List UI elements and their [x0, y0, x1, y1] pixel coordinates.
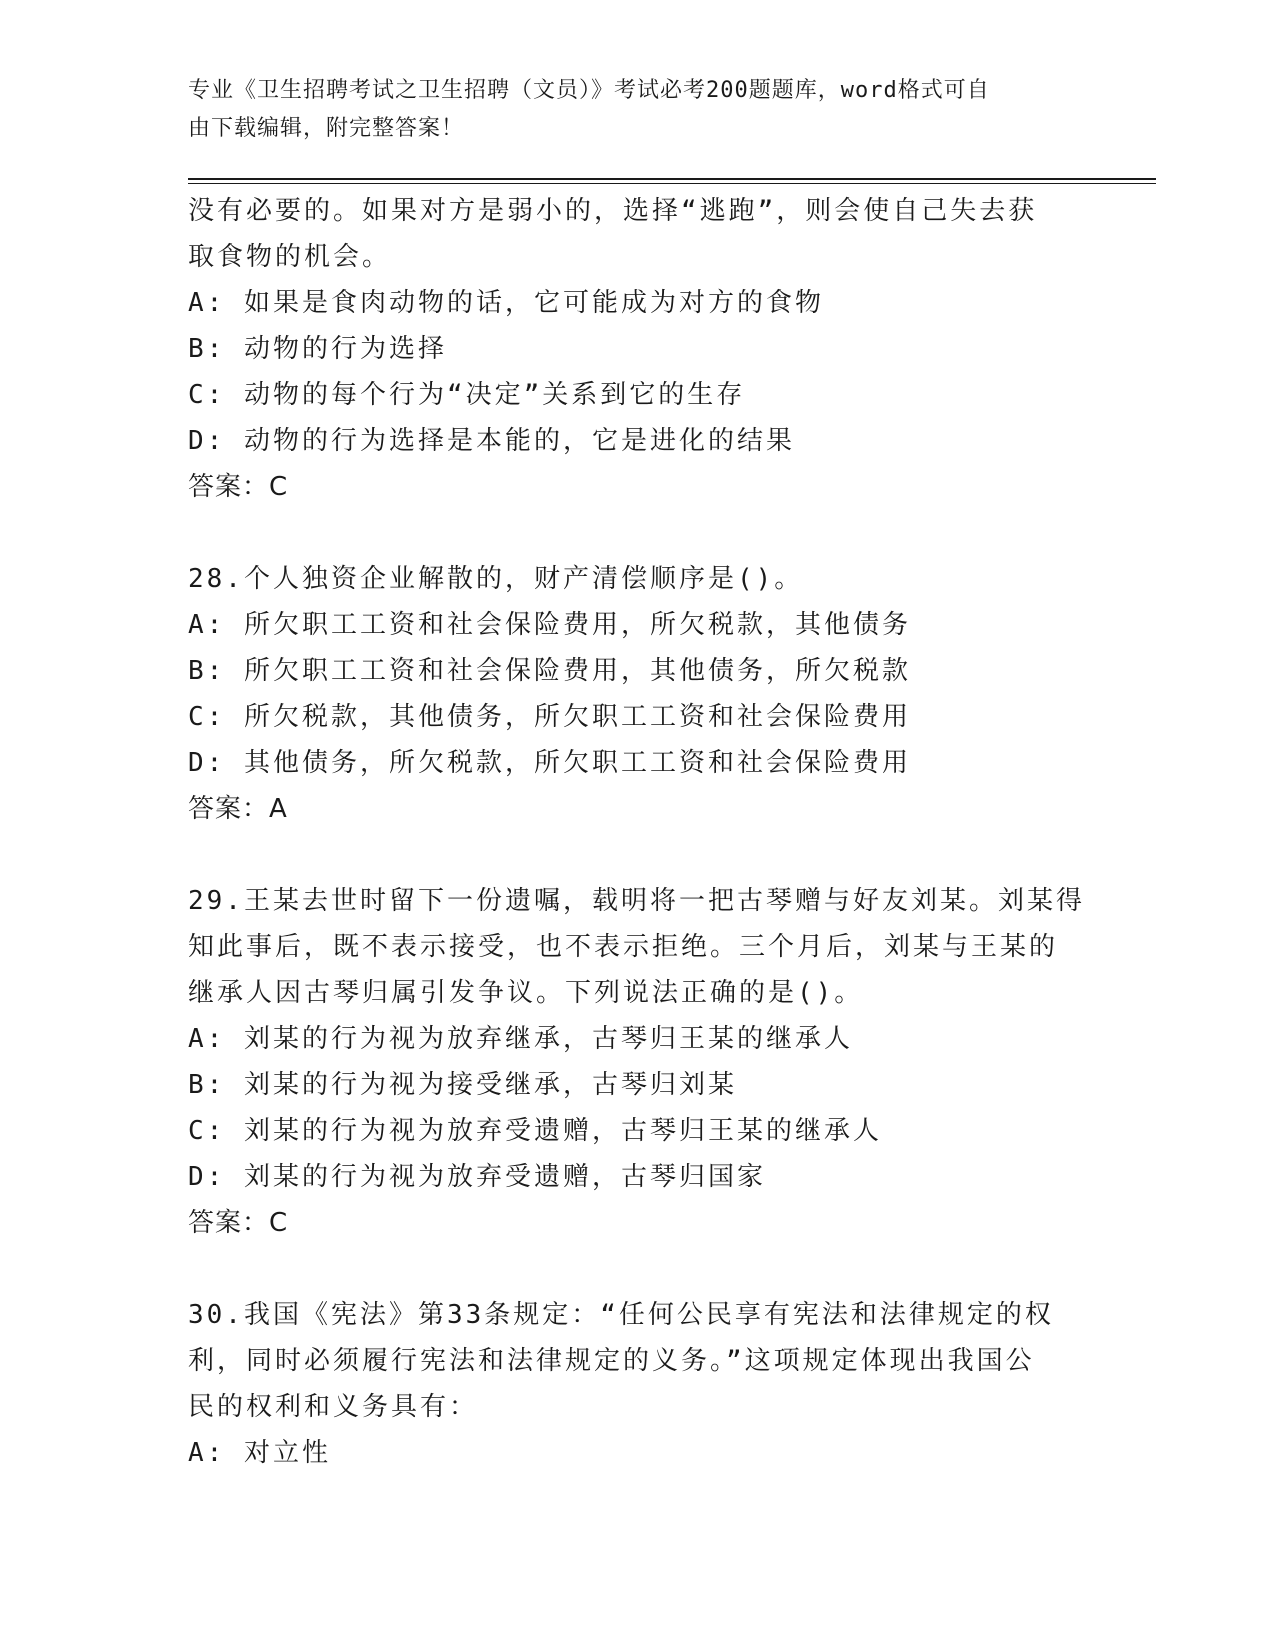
- header-line-2: 由下载编辑，附完整答案！: [188, 116, 465, 141]
- question-stem-line: 30.我国《宪法》第33条规定：“任何公民享有宪法和法律规定的权: [188, 1300, 1054, 1330]
- option-b: B: 刘某的行为视为接受继承，古琴归刘某: [188, 1070, 737, 1100]
- header-rule-thick: [188, 178, 1156, 180]
- answer-line: 答案：C: [188, 472, 289, 502]
- option-a: A: 如果是食肉动物的话，它可能成为对方的食物: [188, 288, 824, 318]
- option-c: C: 所欠税款，其他债务，所欠职工工资和社会保险费用: [188, 702, 911, 732]
- question-27: [188, 188, 1088, 510]
- document-body: [188, 188, 1088, 1476]
- option-a: A: 对立性: [188, 1438, 331, 1468]
- option-a: A: 刘某的行为视为放弃继承，古琴归王某的继承人: [188, 1024, 853, 1054]
- answer-line: 答案：A: [188, 794, 288, 824]
- document-header: [188, 72, 1068, 148]
- option-b: B: 所欠职工工资和社会保险费用，其他债务，所欠税款: [188, 656, 911, 686]
- question-stem-line: 民的权利和义务具有：: [188, 1392, 479, 1422]
- option-d: D: 其他债务，所欠税款，所欠职工工资和社会保险费用: [188, 748, 911, 778]
- header-line-1: 专业《卫生招聘考试之卫生招聘（文员）》考试必考200题题库，word格式可自: [188, 78, 990, 103]
- question-spacer: [188, 510, 1088, 556]
- question-stem-line: 知此事后，既不表示接受，也不表示拒绝。三个月后，刘某与王某的: [188, 932, 1059, 962]
- option-c: C: 刘某的行为视为放弃受遗赠，古琴归王某的继承人: [188, 1116, 882, 1146]
- option-d: D: 动物的行为选择是本能的，它是进化的结果: [188, 426, 795, 456]
- question-spacer: [188, 1246, 1088, 1292]
- question-29: [188, 878, 1088, 1246]
- question-stem-line: 取食物的机会。: [188, 242, 392, 272]
- option-d: D: 刘某的行为视为放弃受遗赠，古琴归国家: [188, 1162, 766, 1192]
- question-spacer: [188, 832, 1088, 878]
- question-30: [188, 1292, 1088, 1476]
- answer-line: 答案：C: [188, 1208, 289, 1238]
- option-a: A: 所欠职工工资和社会保险费用，所欠税款，其他债务: [188, 610, 911, 640]
- question-28: [188, 556, 1088, 832]
- question-stem-line: 利，同时必须履行宪法和法律规定的义务。”这项规定体现出我国公: [188, 1346, 1035, 1376]
- question-stem-line: 没有必要的。如果对方是弱小的，选择“逃跑”，则会使自己失去获: [188, 196, 1038, 226]
- question-stem-line: 29.王某去世时留下一份遗嘱，载明将一把古琴赠与好友刘某。刘某得: [188, 886, 1085, 916]
- question-stem-line: 28.个人独资企业解散的，财产清偿顺序是()。: [188, 564, 804, 594]
- header-rule-thin: [188, 183, 1156, 184]
- option-b: B: 动物的行为选择: [188, 334, 447, 364]
- question-stem-line: 继承人因古琴归属引发争议。下列说法正确的是()。: [188, 978, 864, 1008]
- option-c: C: 动物的每个行为“决定”关系到它的生存: [188, 380, 746, 410]
